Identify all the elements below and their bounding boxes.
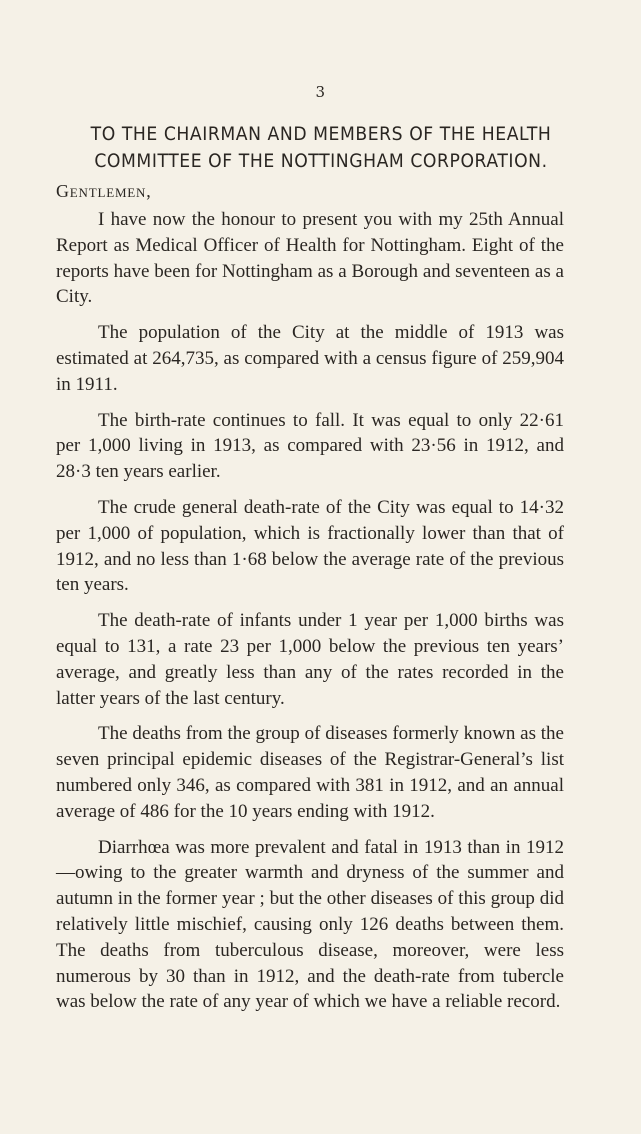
page-number: 3 xyxy=(315,83,326,101)
paragraph: The crude general death-rate of the City was equal to 14·32 per 1,000 of population, which is fractionally lower than that of 1912, and no less than 1·68 below the average rate of the previous ten years. xyxy=(56,496,564,596)
report-body xyxy=(56,207,564,1015)
paragraph: The birth-rate continues to fall. It was equal to only 22·61 per 1,000 living in 1913, as compared with 23·56 in 1912, and 28·3 ten years earlier. xyxy=(56,409,564,483)
heading-line-2: COMMITTEE OF THE NOTTINGHAM CORPORATION. xyxy=(94,151,548,172)
paragraph: Diarrhœa was more prevalent and fatal in 1913 than in 1912—owing to the greater warmth and dryness of the summer and autumn in the former year ; but the other diseases of this group did relatively little mischief, causing only 126 deaths between them. The deaths from tuberculous disease, moreover, were less numerous by 30 than in 1912, and the death-rate from tubercle was below the rate of any year of which we have a reliable record. xyxy=(56,836,564,1013)
heading-line-1: TO THE CHAIRMAN AND MEMBERS OF THE HEALTH xyxy=(90,124,552,145)
paragraph: The deaths from the group of diseases formerly known as the seven principal epidemic diseases of the Registrar-General’s list numbered only 346, as compared with 381 in 1912, and an annual average of 486 for the 10 years ending with 1912. xyxy=(56,723,564,822)
paragraph: The death-rate of infants under 1 year per 1,000 births was equal to 131, a rate 23 per 1,000 below the previous ten years’ average, and greatly less than any of the rates recorded in the latter years of the last century. xyxy=(56,610,564,709)
paragraph: I have now the honour to present you with my 25th Annual Report as Medical Officer of Health for Nottingham. Eight of the reports have been for Nottingham as a Borough and seventeen as a City. xyxy=(56,209,564,308)
report-heading xyxy=(75,121,568,175)
salutation: Gentlemen, xyxy=(56,181,152,201)
paragraph: The population of the City at the middle of 1913 was estimated at 264,735, as compared with a census figure of 259,904 in 1911. xyxy=(56,322,564,395)
